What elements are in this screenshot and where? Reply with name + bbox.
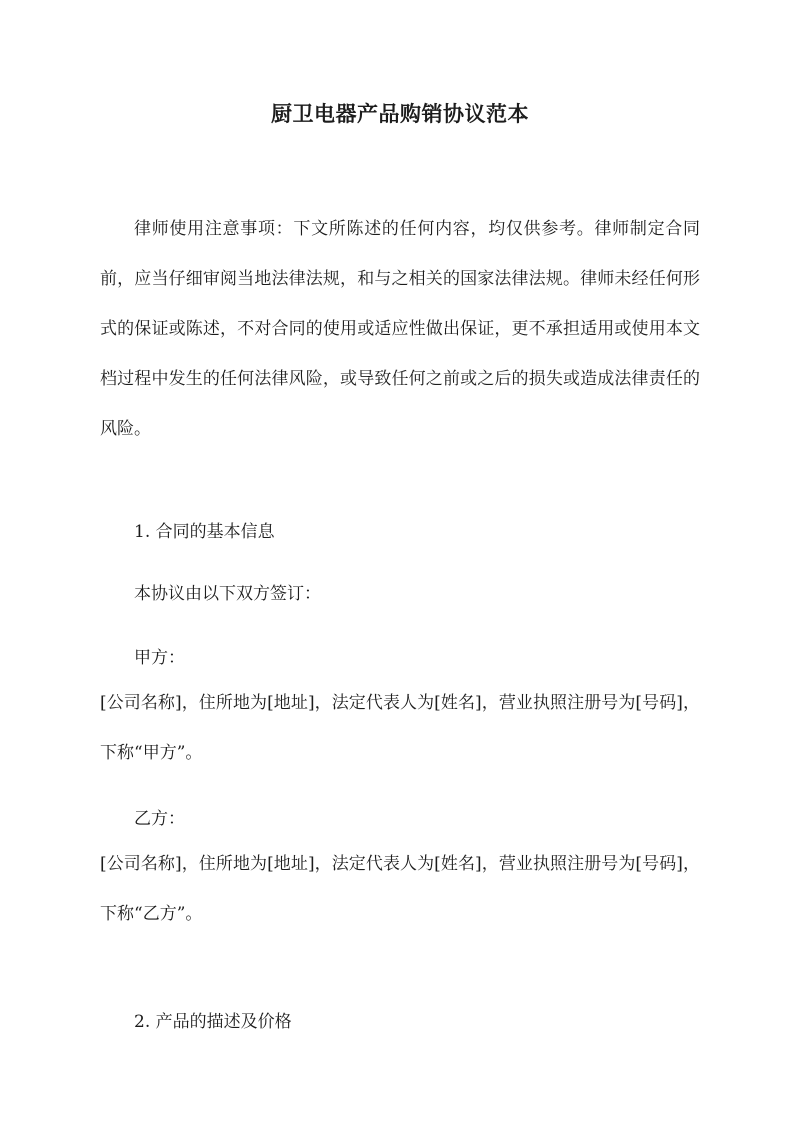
party-a-details: [公司名称]，住所地为[地址]，法定代表人为[姓名]，营业执照注册号为[号码]，下称“甲方”。 — [100, 693, 700, 763]
party-b-details: [公司名称]，住所地为[地址]，法定代表人为[姓名]，营业执照注册号为[号码]，下称“乙方”。 — [100, 854, 700, 924]
section-2-heading: 2. 产品的描述及价格 — [134, 1012, 292, 1032]
party-b-label: 乙方： — [134, 809, 185, 829]
party-a-label: 甲方： — [134, 648, 185, 668]
section-1-heading: 1. 合同的基本信息 — [134, 522, 275, 542]
disclaimer-paragraph: 律师使用注意事项：下文所陈述的任何内容，均仅供参考。律师制定合同前，应当仔细审阅当地法律法规，和与之相关的国家法律法规。律师未经任何形式的保证或陈述，不对合同的使用或适应性做出保证，更不承担适用或使用本文档过程中发生的任何法律风险，或导致任何之前或之后的损失或造成法律责任的风险。 — [100, 219, 700, 439]
document-title: 厨卫电器产品购销协议范本 — [271, 101, 529, 126]
parties-intro: 本协议由以下双方签订： — [134, 584, 321, 604]
